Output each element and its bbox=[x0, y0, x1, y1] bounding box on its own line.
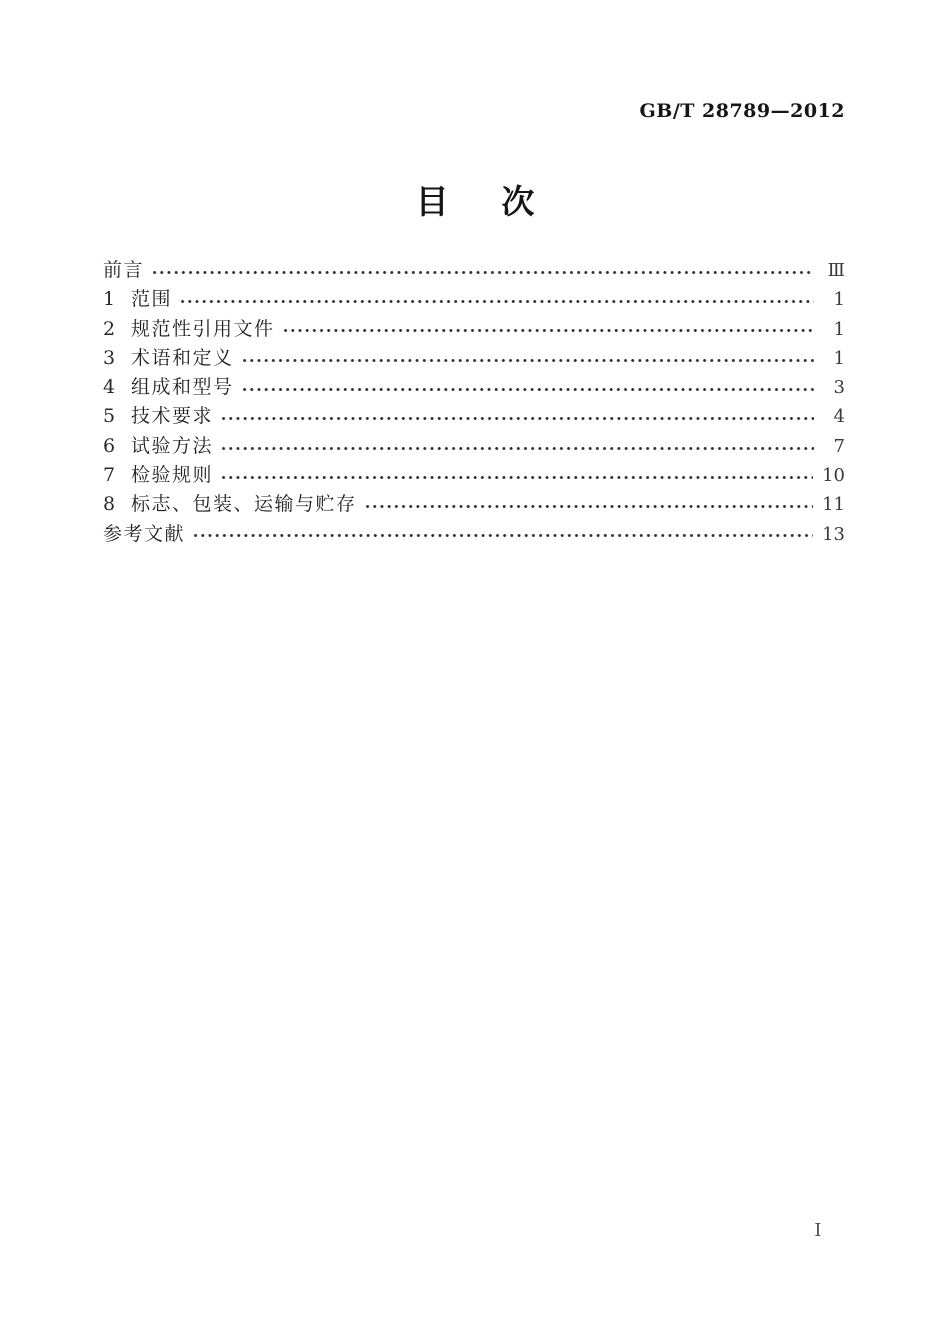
toc-entry bbox=[103, 520, 845, 549]
toc-entry-page: 1 bbox=[833, 289, 845, 311]
toc-entry-number: 6 bbox=[103, 434, 116, 457]
toc-entry-label: 标志、包装、运输与贮存 bbox=[131, 493, 357, 516]
toc-entry bbox=[103, 373, 845, 402]
toc-entry-label: 范围 bbox=[131, 288, 173, 311]
toc-entry bbox=[103, 315, 845, 344]
dot-leader bbox=[192, 520, 813, 549]
toc-entry bbox=[103, 256, 845, 285]
toc-entry bbox=[103, 344, 845, 373]
toc-title: 目 次 bbox=[415, 182, 545, 221]
document-header bbox=[640, 100, 845, 122]
toc-entry-number: 1 bbox=[103, 288, 116, 311]
toc-entry bbox=[103, 432, 845, 461]
toc-entry bbox=[103, 285, 845, 314]
footer-page-number: Ⅰ bbox=[814, 1220, 822, 1241]
standard-number: GB/T 28789—2012 bbox=[639, 100, 845, 122]
toc-entry-label: 试验方法 bbox=[131, 434, 214, 457]
toc-entry-number: 2 bbox=[103, 317, 116, 340]
dot-leader bbox=[241, 344, 814, 373]
dot-leader bbox=[241, 373, 814, 402]
toc-entry-page: 13 bbox=[822, 523, 845, 545]
toc-entry-label: 检验规则 bbox=[131, 464, 214, 487]
dot-leader bbox=[220, 432, 814, 461]
dot-leader bbox=[151, 256, 814, 285]
toc-entry-number: 5 bbox=[103, 405, 116, 428]
toc-entry-page: 4 bbox=[833, 406, 845, 428]
dot-leader bbox=[220, 402, 814, 431]
toc-entry-number: 4 bbox=[103, 376, 116, 399]
toc-entry-label: 术语和定义 bbox=[131, 346, 234, 369]
toc-entry-page: 1 bbox=[833, 318, 845, 340]
dot-leader bbox=[282, 315, 814, 344]
toc-entry-label: 前言 bbox=[103, 259, 145, 281]
page-footer bbox=[814, 1220, 822, 1241]
toc-entry bbox=[103, 402, 845, 431]
toc-entry-page: 10 bbox=[822, 465, 845, 487]
toc-entry-label: 参考文献 bbox=[103, 522, 186, 545]
toc-entry-label: 技术要求 bbox=[131, 405, 214, 428]
toc-list bbox=[103, 256, 845, 549]
toc-entry bbox=[103, 461, 845, 490]
toc-entry-page: 7 bbox=[833, 435, 845, 457]
toc-entry-number: 7 bbox=[103, 464, 116, 487]
dot-leader bbox=[220, 461, 813, 490]
toc-entry-label: 组成和型号 bbox=[131, 376, 234, 399]
toc-entry-number: 8 bbox=[103, 493, 116, 516]
toc-entry-number: 3 bbox=[103, 346, 116, 369]
toc-entry bbox=[103, 490, 845, 519]
dot-leader bbox=[364, 490, 814, 519]
toc-entry-label: 规范性引用文件 bbox=[131, 317, 275, 340]
toc-entry-page: 1 bbox=[833, 347, 845, 369]
dot-leader bbox=[179, 285, 814, 314]
toc-entry-page: 11 bbox=[822, 494, 845, 516]
toc-entry-page: Ⅲ bbox=[827, 260, 845, 281]
toc-entry-page: 3 bbox=[833, 377, 845, 399]
